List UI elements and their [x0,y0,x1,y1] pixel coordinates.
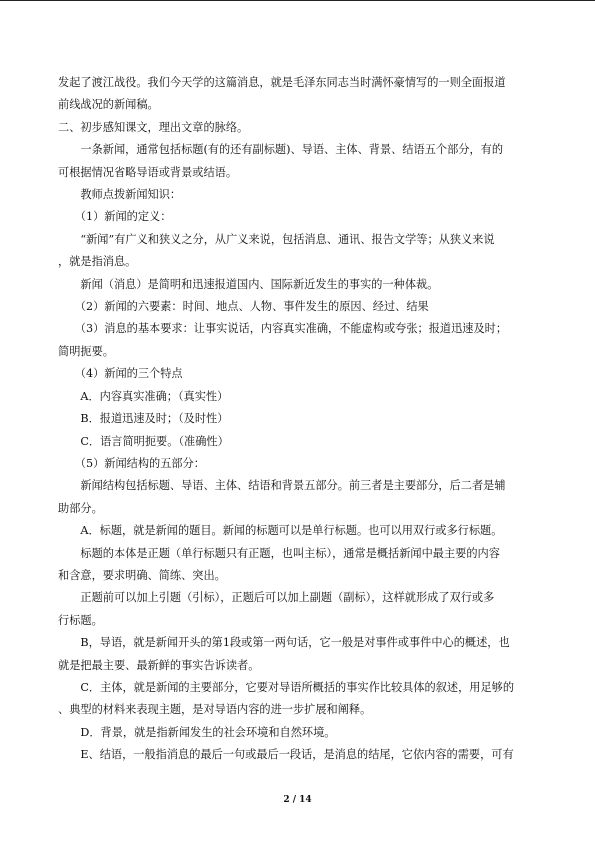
text-line: 可根据情况省略导语或背景或结语。 [58,165,238,179]
text-line: 前线战况的新闻稿。 [58,98,159,112]
text-line: E、结语，一般指消息的最后一句或最后一段话，是消息的结尾，它依内容的需要，可有 [58,748,514,762]
text-line: 简明扼要。 [58,344,114,358]
text-line: ，就是指消息。 [58,255,137,269]
text-line: “新闻”有广义和狭义之分，从广义来说，包括消息、通讯、报告文学等；从狭义来说 [58,232,495,246]
text-line: （5）新闻结构的五部分： [58,456,205,470]
text-line: B，导语，就是新闻开头的第1段或第一两句话，它一般是对事件或事件中心的概述，也 [58,636,510,650]
text-line: 就是把最主要、最新鲜的事实告诉读者。 [58,658,260,672]
text-line: 行标题。 [58,613,103,627]
text-line: 、典型的材料来表现主题，是对导语内容的进一步扩展和阐释。 [58,703,372,717]
text-line: C．语言简明扼要。（准确性） [58,434,229,448]
text-line: 新闻结构包括标题、导语、主体、结语和背景五部分。前三者是主要部分，后二者是辅 [58,479,506,493]
text-line: （2）新闻的六要素：时间、地点、人物、事件发生的原因、经过、结果 [58,300,429,314]
text-line: A．标题，就是新闻的题目。新闻的标题可以是单行标题。也可以用双行或多行标题。 [58,524,503,538]
text-line: 二、初步感知课文，理出文章的脉络。 [58,120,249,134]
document-body [58,72,542,767]
text-line: 一条新闻，通常包括标题(有的还有副标题)、导语、主体、背景、结语五个部分，有的 [58,143,504,157]
text-line: C．主体，就是新闻的主要部分，它要对导语所概括的事实作比较具体的叙述，用足够的 [58,680,515,694]
text-line: B．报道迅速及时；（及时性） [58,412,229,426]
text-line: 和含意，要求明确、简练、突出。 [58,568,226,582]
text-line: （3）消息的基本要求：让事实说话，内容真实准确，不能虚构或夸张；报道迅速及时； [58,322,508,336]
text-line: A．内容真实准确；（真实性） [58,389,229,403]
text-line: 标题的本体是正题（单行标题只有正题，也叫主标），通常是概括新闻中最主要的内容 [58,546,500,560]
text-line: D．背景，就是指新闻发生的社会环境和自然环境。 [58,725,336,739]
text-line: 助部分。 [58,501,103,515]
text-line: 新闻（消息）是简明和迅速报道国内、国际新近发生的事实的一种体裁。 [58,277,439,291]
header-rule [0,0,595,1]
text-line: （1）新闻的定义： [58,210,172,224]
text-line: 教师点拨新闻知识： [58,188,182,202]
text-line: （4）新闻的三个特点 [58,367,183,381]
text-line: 正题前可以加上引题（引标），正题后可以加上副题（副标），这样就形成了双行或多 [58,591,495,605]
page-number: 2 / 14 [283,795,312,805]
text-line: 发起了渡江战役。我们今天学的这篇消息，就是毛泽东同志当时满怀豪情写的一则全面报道 [58,76,506,89]
